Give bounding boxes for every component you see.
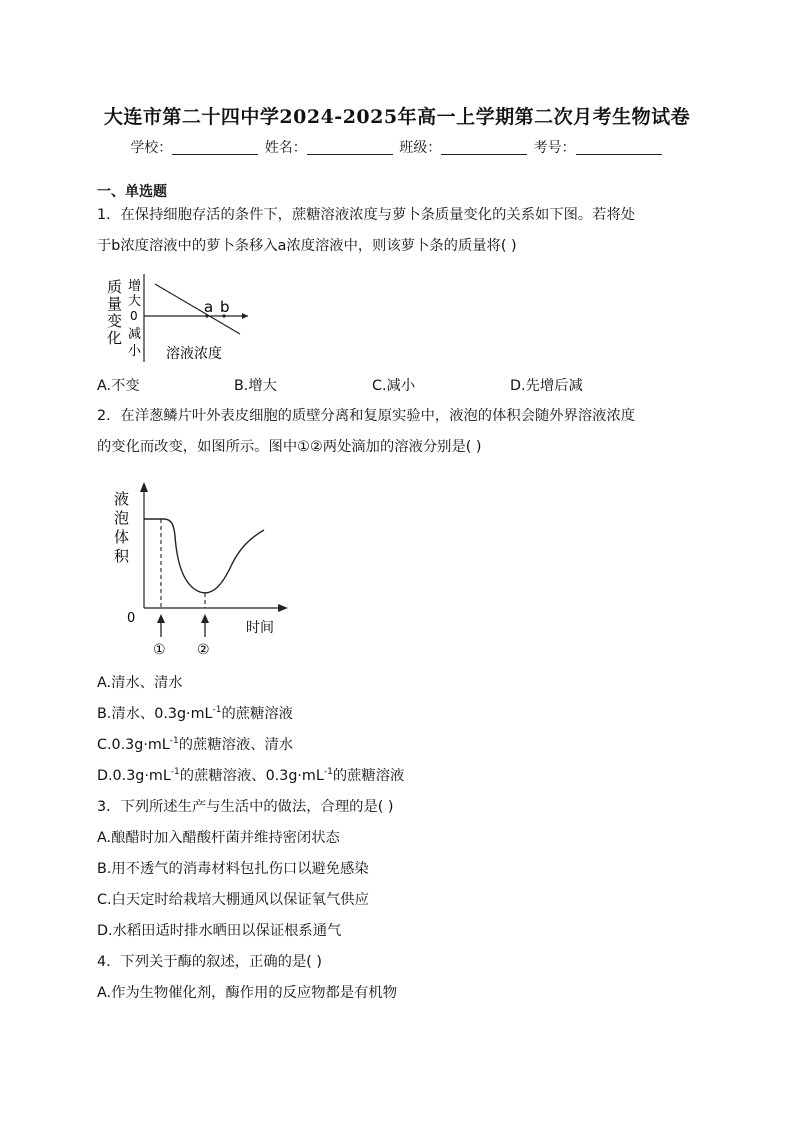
q1-ylabel-2: 量 [107, 295, 123, 313]
q1-y-up-1: 增 [128, 279, 142, 294]
q3-option-a[interactable]: A.酿醋时加入醋酸杆菌并维持密闭状态 [97, 830, 340, 846]
q2-arrow-1-head [157, 614, 165, 623]
name-label: 姓名： [264, 140, 307, 156]
q2-origin: 0 [127, 611, 136, 626]
q2-option-d-mid: 的蔗糖溶液、0.3g·mL [179, 768, 324, 784]
q2-ylabel-4: 积 [114, 547, 130, 565]
school-blank [172, 140, 258, 155]
q1-ylabel-3: 变 [107, 312, 123, 330]
q2-figure [100, 474, 300, 664]
exam-number-blank [576, 140, 662, 155]
q3-option-c[interactable]: C.白天定时给栽培大棚通风以保证氧气供应 [97, 892, 369, 908]
q2-option-a-text: A.清水、清水 [97, 675, 183, 691]
q1-y-zero: 0 [130, 309, 138, 323]
q2-option-a[interactable] [97, 673, 183, 693]
exam-title: 大连市第二十四中学2024-2025年高一上学期第二次月考生物试卷 [103, 106, 691, 128]
q1-y-down-1: 减 [128, 327, 142, 342]
q2-option-d-prefix: D.0.3g·mL [97, 768, 171, 784]
q2-option-c-sup: -1 [169, 736, 179, 746]
q2-x-arrow [278, 604, 288, 612]
q2-option-c-suffix: 的蔗糖溶液、清水 [178, 737, 294, 753]
school-label: 学校： [130, 140, 173, 156]
q2-ylabel-1: 液 [114, 490, 130, 508]
q1-option-d[interactable]: D.先增后减 [510, 378, 583, 394]
exam-number-label: 考号： [533, 140, 576, 156]
q2-y-arrow [140, 482, 148, 492]
name-blank [307, 140, 393, 155]
class-label: 班级： [399, 140, 442, 156]
q1-xlabel: 溶液浓度 [166, 346, 222, 362]
q1-y-down-2: 小 [128, 344, 142, 359]
q2-option-b-suffix: 的蔗糖溶液 [221, 706, 293, 722]
q2-option-d-sup: -1 [170, 767, 180, 777]
q2-option-d[interactable] [97, 766, 404, 786]
q2-option-d-suffix: 的蔗糖溶液 [332, 768, 405, 784]
q2-option-d-sup2: -1 [323, 767, 333, 777]
q1-figure [100, 270, 260, 366]
q2-ylabel-3: 体 [114, 528, 130, 546]
section-heading: 一、单选题 [97, 184, 167, 200]
q1-stem-line-2: 于b浓度溶液中的萝卜条移入a浓度溶液中，则该萝卜条的质量将( ) [97, 238, 517, 254]
q2-option-b[interactable] [97, 704, 293, 724]
q3-stem-line-1: 3．下列所述生产与生活中的做法，合理的是( ) [97, 799, 394, 815]
q1-option-b[interactable]: B.增大 [234, 378, 277, 394]
q2-option-c-prefix: C.0.3g·mL [97, 737, 170, 753]
q1-x-arrow [242, 313, 248, 319]
q2-stem-line-1: 2．在洋葱鳞片叶外表皮细胞的质壁分离和复原实验中，液泡的体积会随外界溶液浓度 [97, 408, 636, 424]
q2-xlabel: 时间 [246, 620, 274, 636]
q2-mark-1: ① [153, 642, 166, 658]
q4-stem-line-1: 4．下列关于酶的叙述，正确的是( ) [97, 954, 322, 970]
q3-option-b[interactable]: B.用不透气的消毒材料包扎伤口以避免感染 [97, 861, 369, 877]
q1-ylabel-4: 化 [107, 329, 123, 347]
q1-option-c[interactable]: C.减小 [372, 378, 416, 394]
q2-ylabel-2: 泡 [114, 509, 130, 527]
q1-y-up-2: 大 [128, 294, 142, 309]
q2-arrow-2-head [201, 614, 209, 623]
q1-label-a: a [204, 298, 214, 316]
q2-option-b-prefix: B.清水、0.3g·mL [97, 706, 213, 722]
q4-option-a[interactable]: A.作为生物催化剂，酶作用的反应物都是有机物 [97, 985, 398, 1001]
student-info-line [0, 137, 794, 157]
q1-stem-line-1: 1．在保持细胞存活的条件下，蔗糖溶液浓度与萝卜条质量变化的关系如下图。若将处 [97, 207, 636, 223]
q1-label-b: b [220, 298, 230, 316]
q1-ylabel-1: 质 [107, 278, 123, 296]
q2-stem-line-2: 的变化而改变，如图所示。图中①②两处滴加的溶液分别是( ) [97, 439, 482, 455]
q3-option-d[interactable]: D.水稻田适时排水晒田以保证根系通气 [97, 923, 342, 939]
q2-option-b-sup: -1 [212, 705, 222, 715]
class-blank [441, 140, 527, 155]
q1-option-a[interactable]: A.不变 [97, 378, 140, 394]
q2-mark-2: ② [197, 642, 210, 658]
q2-option-c[interactable] [97, 735, 293, 755]
q2-volume-curve [144, 519, 264, 593]
